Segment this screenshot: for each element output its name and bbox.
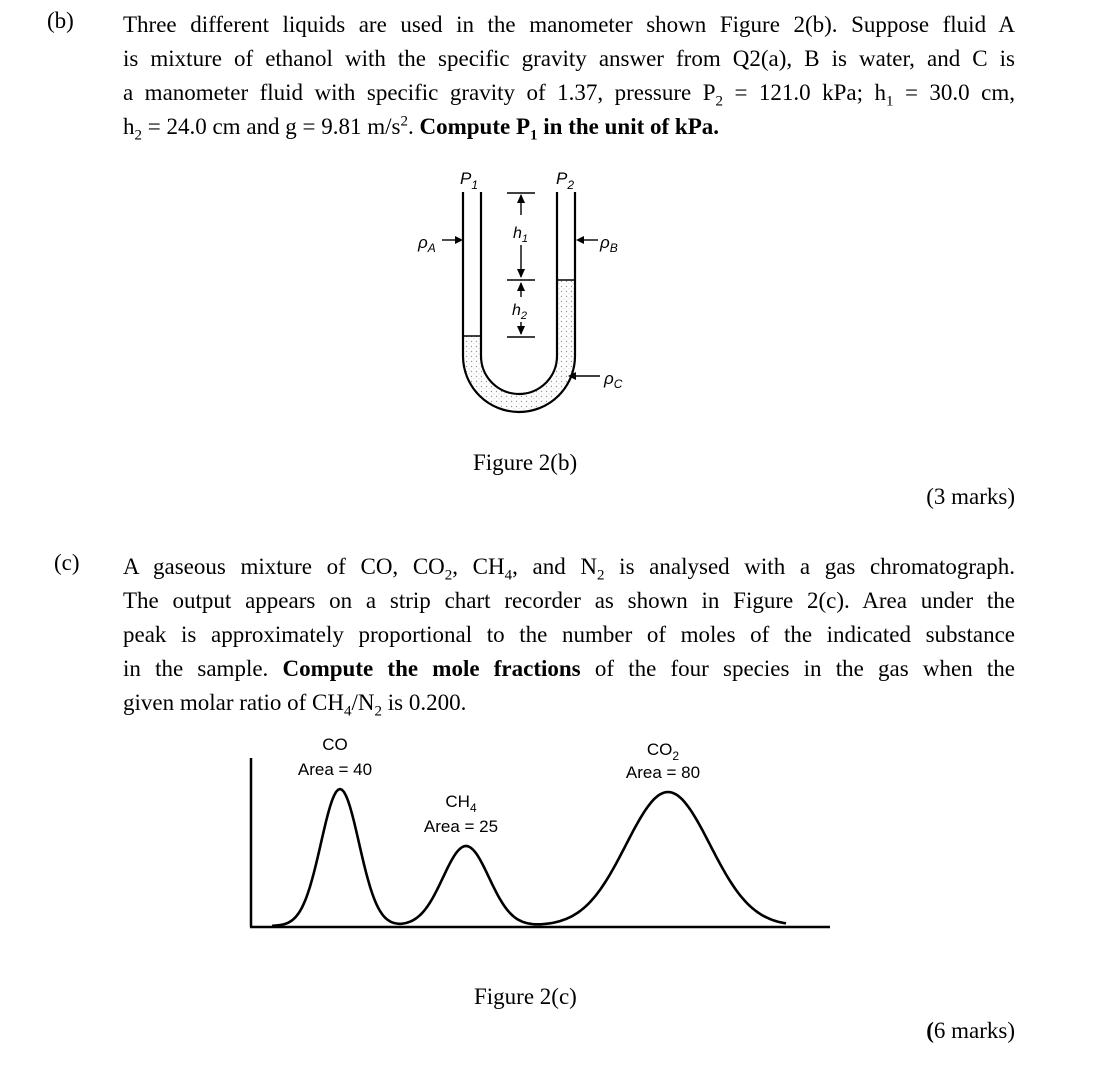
part-b-line-1: Three different liquids are used in the manometer shown Figure 2(b). Suppose fluid A xyxy=(123,12,1015,37)
part-c-line-3: peak is approximately proportional to the number of moles of the indicated substance xyxy=(123,622,1015,647)
chromatogram-trace xyxy=(272,789,786,926)
part-c-line-1: A gaseous mixture of CO, $CO_2$, $CH_4$, and $N_2$ is analysed with a gas chromatograph. xyxy=(123,554,1015,584)
figure-2b-caption: Figure 2(b) xyxy=(473,450,578,475)
peak-area-label: Area = 80 xyxy=(625,763,701,782)
part-c-line-5: given molar ratio of $CH_4/N_2$ is 0.200. xyxy=(123,690,467,720)
peak-area-label: Area = 25 xyxy=(423,817,499,836)
compute-mole-fractions-instruction: Compute the mole fractions xyxy=(282,656,581,681)
peak-species-label: $CO_2$ xyxy=(646,740,680,763)
fluid-c-region xyxy=(463,280,575,412)
part-c-line-4: in the sample. Compute the mole fractions of the four species in the gas when the xyxy=(123,656,1016,681)
rho-c-label: $\rho_C$ xyxy=(604,369,623,391)
part-b-label: (b) xyxy=(47,8,74,33)
chromatogram-chart xyxy=(240,730,840,940)
rho-b-label: $\rho_B$ xyxy=(600,233,618,255)
part-c-marks: (6 marks) xyxy=(926,1018,1015,1043)
part-b-line-3: a manometer fluid with specific gravity of 1.37, pressure $P_2 = 121.0$ kPa; $h_1 = 30.0$ cm, xyxy=(123,80,1015,110)
part-c-line-2: The output appears on a strip chart recorder as shown in Figure 2(c). Area under the xyxy=(123,588,1015,613)
figure-2c-caption: Figure 2(c) xyxy=(474,984,577,1009)
part-b-text xyxy=(123,8,1015,144)
rho-a-arrow xyxy=(442,236,463,244)
h2-label: $h_2$ xyxy=(512,302,528,322)
part-b-line-2: is mixture of ethanol with the specific gravity answer from Q2(a), B is water, and C is xyxy=(123,46,1015,71)
rho-a-label: $\rho_A$ xyxy=(418,233,436,255)
manometer-figure xyxy=(400,160,660,420)
part-c-label: (c) xyxy=(54,550,80,575)
part-b-line-4: $h_2 = 24.0$ cm and g = 9.81 $m/s^2$. Compute $P_1$ in the unit of kPa. xyxy=(123,113,719,144)
compute-p1-instruction: Compute $P_1$ in the unit of kPa. xyxy=(419,114,719,144)
u-tube-inner-wall xyxy=(481,192,557,394)
part-c-text xyxy=(123,550,1015,720)
peak-species-label: $CH_4$ xyxy=(445,792,477,815)
rho-b-arrow xyxy=(576,236,598,244)
p2-label: $P_2$ xyxy=(556,169,575,192)
h1-label: $h_1$ xyxy=(513,225,529,245)
peak-area-label: Area = 40 xyxy=(297,760,373,779)
peak-species-label: CO xyxy=(322,735,348,754)
part-b-marks: (3 marks) xyxy=(926,484,1015,509)
p1-label: $P_1$ xyxy=(460,169,479,192)
